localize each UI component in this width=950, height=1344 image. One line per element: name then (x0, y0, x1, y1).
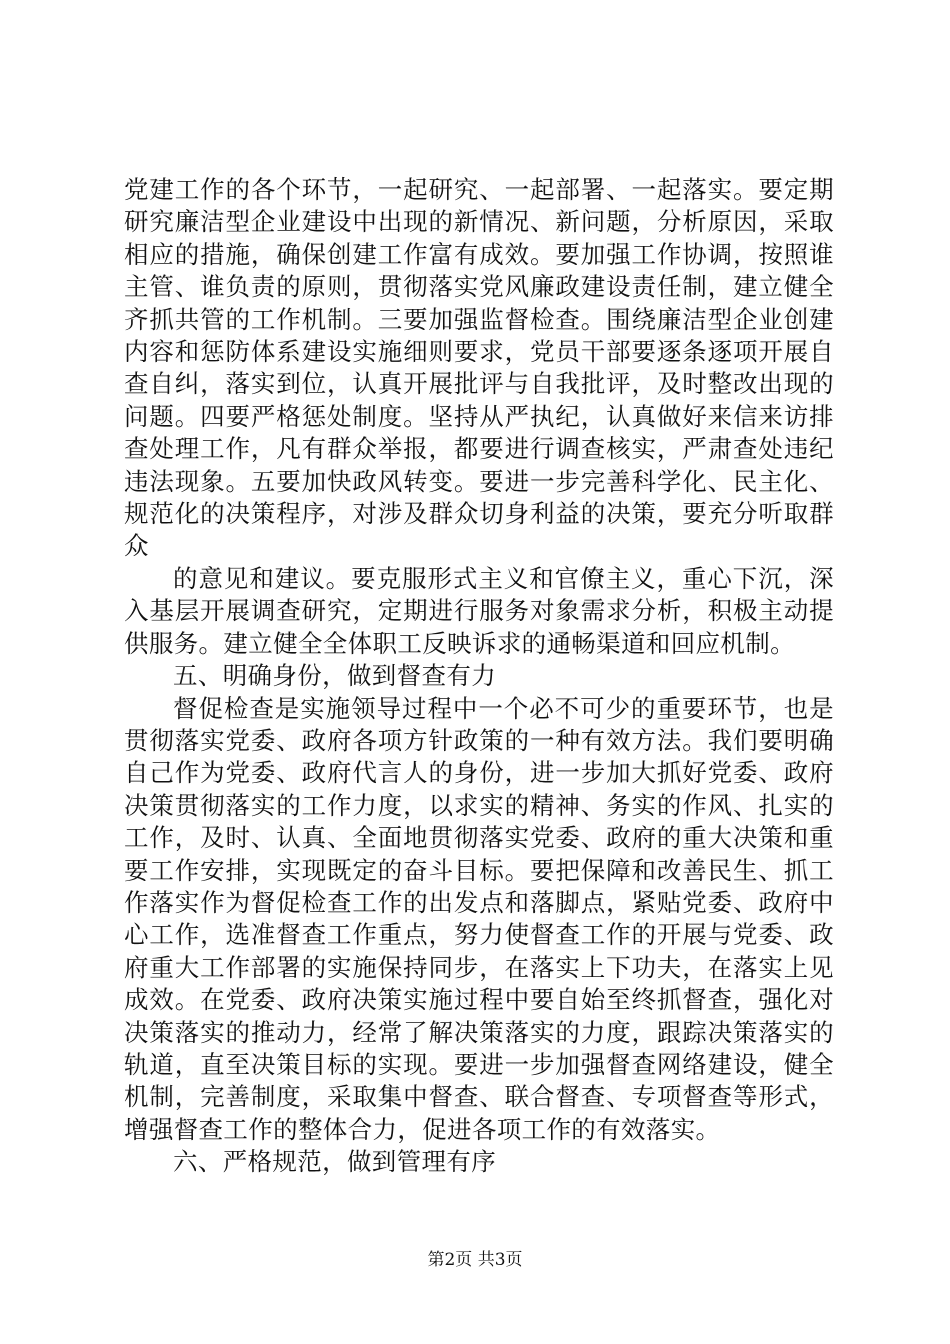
section-heading-six: 六、严格规范，做到管理有序 (173, 1147, 497, 1177)
paragraph-continuation: 党建工作的各个环节，一起研究、一起部署、一起落实。要定期研究廉洁型企业建设中出现的新情况、新问题，分析原因，采取相应的措施，确保创建工作富有成效。要加强工作协调，按照谁主管、谁负责的原则，贯彻落实党风廉政建设责任制，建立健全齐抓共管的工作机制。三要加强监督检查。围绕廉洁型企业创建内容和惩防体系建设实施细则要求，党员干部要逐条逐项开展自查自纠，落实到位，认真开展批评与自我批评，及时整改出现的问题。四要严格惩处制度。坚持从严执纪，认真做好来信来访排查处理工作，凡有群众举报，都要进行调查核实，严肃查处违纪违法现象。五要加快政风转变。要进一步完善科学化、民主化、规范化的决策程序，对涉及群众切身利益的决策，要充分听取群众 (124, 175, 834, 561)
section-heading-five: 五、明确身份，做到督查有力 (173, 661, 497, 691)
page-footer: 第2页 共3页 (427, 1250, 523, 1270)
paragraph-supervision: 督促检查是实施领导过程中一个必不可少的重要环节，也是贯彻落实党委、政府各项方针政策的一种有效方法。我们要明确自己作为党委、政府代言人的身份，进一步加大抓好党委、政府决策贯彻落实的工作力度，以求实的精神、务实的作风、扎实的工作，及时、认真、全面地贯彻落实党委、政府的重大决策和重要工作安排，实现既定的奋斗目标。要把保障和改善民生、抓工作落实作为督促检查工作的出发点和落脚点，紧贴党委、政府中心工作，选准督查工作重点，努力使督查工作的开展与党委、政府重大工作部署的实施保持同步，在落实上下功夫，在落实上见成效。在党委、政府决策实施过程中要自始至终抓督查，强化对决策落实的推动力，经常了解决策落实的力度，跟踪决策落实的轨道，直至决策目标的实现。要进一步加强督查网络建设，健全机制，完善制度，采取集中督查、联合督查、专项督查等形式，增强督查工作的整体合力，促进各项工作的有效落实。 (124, 693, 834, 1144)
paragraph-opinions: 的意见和建议。要克服形式主义和官僚主义，重心下沉，深入基层开展调查研究，定期进行服务对象需求分析，积极主动提供服务。建立健全全体职工反映诉求的通畅渠道和回应机制。 (124, 563, 834, 658)
document-body (124, 174, 834, 1179)
